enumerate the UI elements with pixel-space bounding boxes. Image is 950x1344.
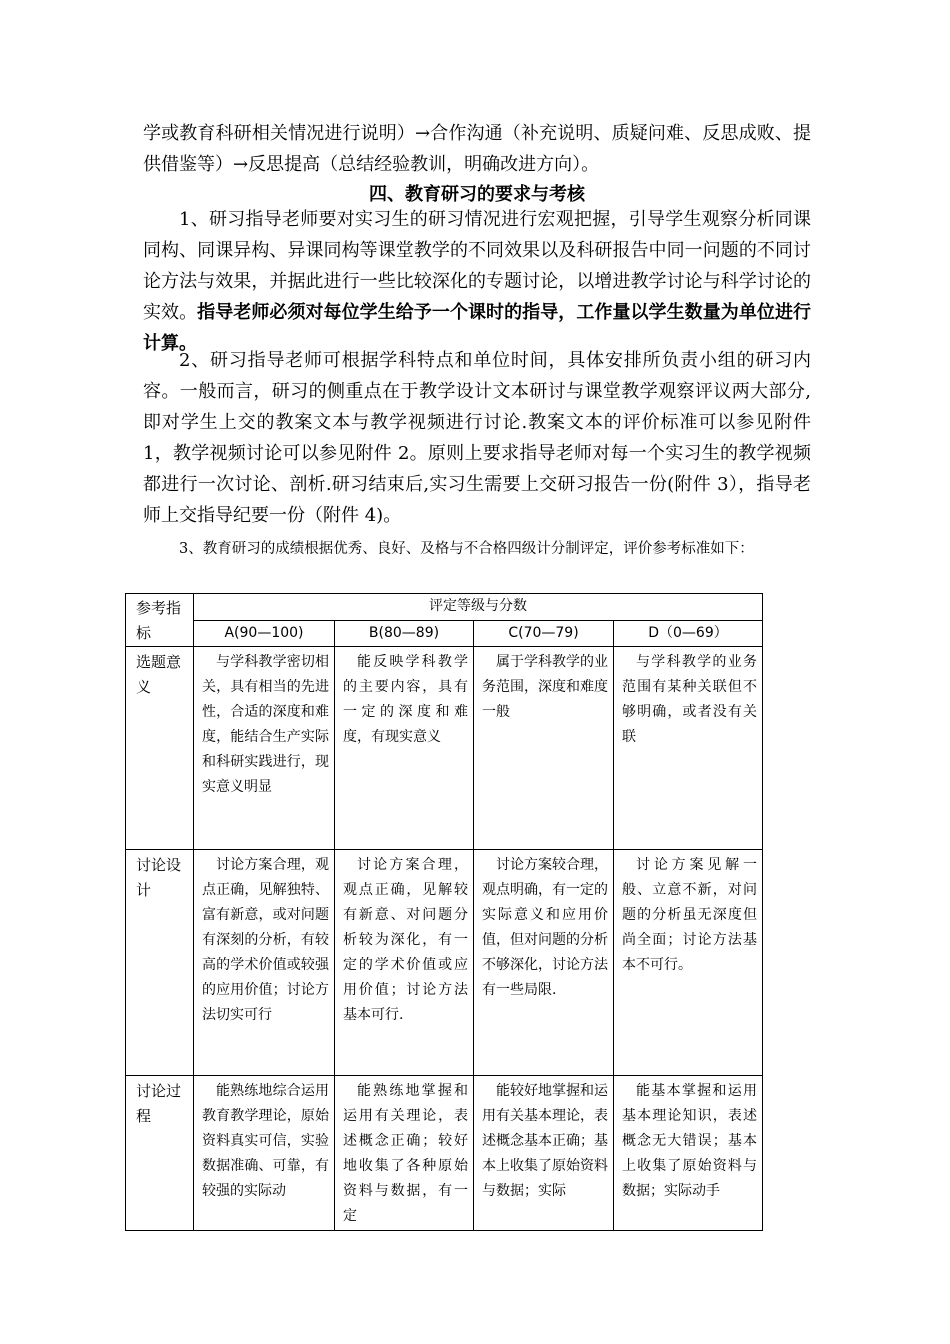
row-label-process: 讨论过程	[126, 1076, 194, 1231]
cell-process-d	[614, 1076, 763, 1231]
row-label-design: 讨论设计	[126, 850, 194, 1076]
cell-design-b: 讨论方案合理，观点正确，见解较有新意、对问题分析较为深化，有一定的学术价值或应用价值；讨论方法基本可行.	[335, 850, 474, 1076]
cell-design-d: 讨论方案见解一般、立意不新，对问题的分析虽无深度但尚全面；讨论方法基本不可行。	[614, 850, 763, 1076]
cell-topic-b: 能反映学科教学的主要内容，具有一定的深度和难度，有现实意义	[335, 647, 474, 850]
table-header-row	[126, 594, 763, 621]
section-heading: 四、教育研习的要求与考核	[369, 184, 585, 205]
cell-process-d-text: 能基本掌握和运用基本理论知识，表述概念无大错误；基本上收集了原始资料与数据；实际动手	[622, 1083, 757, 1199]
item-1-text: 1、研习指导老师要对实习生的研习情况进行宏观把握，引导学生观察分析同课同构、同课异构、异课同构等课堂教学的不同效果以及科研报告中同一问题的不同讨论方法与效果，并据此进行一些比较深化的专题讨论，以增进教学讨论与科学讨论的实效。	[143, 209, 811, 323]
requirement-item-3: 3、教育研习的成绩根据优秀、良好、及格与不合格四级计分制评定，评价参考标准如下：	[179, 541, 754, 557]
cell-design-a: 讨论方案合理，观点正确，见解独特、富有新意，或对问题有深刻的分析，有较高的学术价值或较强的应用价值；讨论方法切实可行	[194, 850, 335, 1076]
cell-topic-d: 与学科教学的业务范围有某种关联但不够明确，或者没有关联	[614, 647, 763, 850]
cell-process-c-text: 能较好地掌握和运用有关基本理论，表述概念基本正确；基本上收集了原始资料与数据；实际	[482, 1083, 608, 1199]
item-1-bold-text: 指导老师必须对每位学生给予一个课时的指导，工作量以学生数量为单位进行计算。	[143, 302, 812, 354]
cell-process-b-text: 能熟练地掌握和运用有关理论，表述概念正确；较好地收集了各种原始资料与数据，有一定	[343, 1083, 468, 1224]
cell-process-c	[474, 1076, 614, 1231]
grade-row	[126, 620, 763, 647]
grade-a: A(90—100)	[194, 620, 335, 647]
intro-paragraph: 学或教育科研相关情况进行说明）→合作沟通（补充说明、质疑问难、反思成败、提供借鉴等）→反思提高（总结经验教训，明确改进方向）。	[143, 123, 811, 175]
row-label-topic: 选题意义	[126, 647, 194, 850]
table-row	[126, 850, 763, 1076]
requirement-item-1	[143, 204, 811, 359]
cell-topic-c: 属于学科教学的业务范围，深度和难度一般	[474, 647, 614, 850]
table-row	[126, 647, 763, 850]
evaluation-table	[125, 593, 763, 1231]
cell-design-c: 讨论方案较合理，观点明确，有一定的实际意义和应用价值，但对问题的分析不够深化，讨论方法有一些局限.	[474, 850, 614, 1076]
grade-b: B(80—89)	[335, 620, 474, 647]
cell-topic-a: 与学科教学密切相关，具有相当的先进性，合适的深度和难度，能结合生产实际和科研实践进行，现实意义明显	[194, 647, 335, 850]
grade-header: 评定等级与分数	[194, 594, 763, 621]
ref-indicator-header: 参考指标	[126, 594, 194, 647]
grade-c: C(70—79)	[474, 620, 614, 647]
table-row	[126, 1076, 763, 1231]
cell-process-a	[194, 1076, 335, 1231]
cell-process-a-text: 能熟练地综合运用教育教学理论，原始资料真实可信，实验数据准确、可靠，有较强的实际动	[202, 1083, 329, 1199]
grade-d: D（0—69）	[614, 620, 763, 647]
cell-process-b	[335, 1076, 474, 1231]
requirement-item-2: 2、研习指导老师可根据学科特点和单位时间，具体安排所负责小组的研习内容。一般而言，研习的侧重点在于教学设计文本研讨与课堂教学观察评议两大部分,即对学生上交的教案文本与教学视频进行讨论.教案文本的评价标准可以参见附件 1，教学视频讨论可以参见附件 2。原则上要求指导老师对每一个实习生的教学视频都进行一次讨论、剖析.研习结束后,实习生需要上交研习报告一份(附件 3），指导老师上交指导纪要一份（附件 4)。	[143, 350, 811, 526]
